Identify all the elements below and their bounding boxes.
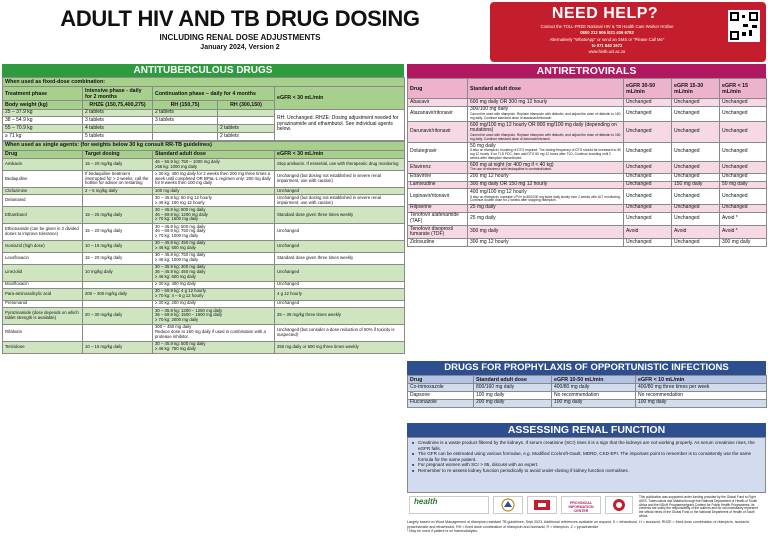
footnote-references: Largely based on Word Management of rifampicin resistant TB guidelines, Sept 2023. Additional references available on request. S = ethambutol, H = isoniazid, RHZE = fixed dose combination of rifampicin, isoniazid, pyrazinamide and ethambutol, RH = fixed dose combination of rifampicin and isoniazid, R = rifampicin, Z = pyrazinamide: [407, 520, 750, 529]
table-row: [3, 171, 405, 188]
dose-text: 600 mg daily OR 300 mg 12 hourly: [470, 98, 548, 105]
drug-cell: Rilpivirine: [408, 204, 468, 212]
egfr-cell: Unchanged: [672, 212, 720, 225]
col-body-weight: Body weight (kg): [3, 101, 83, 109]
fdc-egfr-note: RH: Unchanged. RHZE: Dosing adjustment needed for pyrazinamide and ethambutol. See individual agents below.: [275, 109, 405, 140]
std-cell: 300 – 450 mg daily Reduce dose to 150 mg daily if used in combination with a protease inhibitor.: [153, 324, 275, 341]
egfr-cell: Unchanged: [624, 212, 672, 225]
oi-panel: [407, 361, 766, 408]
table-row: [3, 324, 405, 341]
egfr-cell: Stop amikacin. If essential, use with therapeutic drug monitoring: [275, 159, 405, 171]
health-logo: [409, 496, 489, 514]
drug-cell: Efavirenz: [408, 162, 468, 174]
std-cell: ≥ 30 kg: 400 mg daily for 2 weeks then 200 mg three times a week until completed OR BPaL-L regimen only: 200 mg daily for 8 weeks then 100 mg daily: [153, 171, 275, 188]
dose-cell: [468, 189, 624, 204]
dose-cell: [468, 143, 624, 162]
dose-cell: [468, 99, 624, 107]
dose-text: 50 mg daily: [470, 142, 496, 149]
health-logo-text: health: [414, 497, 438, 506]
arv-panel-title: ANTIRETROVIRALS: [407, 64, 766, 78]
oi-panel-title: DRUGS FOR PROPHYLAXIS OF OPPORTUNISTIC INFECTIONS: [407, 361, 766, 375]
drug-cell: Lopinavir/ritonavir: [408, 189, 468, 204]
egfr-cell: Avoid *: [720, 212, 767, 225]
renal-info: [407, 437, 766, 493]
col-standard-dose: Standard adult dose: [468, 79, 624, 99]
drug-cell: Para-aminosalicylic acid: [3, 288, 83, 300]
dose-cell: 200 mg daily: [474, 399, 552, 407]
egfr-cell: Unchanged (but dosing not established in severe renal impairment, use with caution): [275, 171, 405, 188]
page-subtitle: INCLUDING RENAL DOSE ADJUSTMENTS: [159, 33, 321, 42]
egfr-cell: Unchanged: [720, 143, 767, 162]
dose-cell: [468, 239, 624, 247]
std-cell: 30 – 45.9 kg: 500 mg daily 46 – 69.9 kg: 750 mg daily ≥ 70 kg: 1000 mg daily: [153, 223, 275, 240]
col-egfr-30-50: eGFR 30-50 mL/min: [624, 79, 672, 99]
egfr-cell: Unchanged: [720, 189, 767, 204]
egfr-cell: Unchanged: [672, 204, 720, 212]
table-row: [3, 109, 405, 117]
tb-panel-title: ANTITUBERCULOUS DRUGS: [2, 64, 404, 77]
dose-cell: 100 mg daily: [552, 399, 636, 407]
std-cell: 30 – 45.9 kg: 50 mg 12 hourly ≥ 46 kg: 100 mg 12 hourly: [153, 195, 275, 207]
dose-cell: [468, 122, 624, 143]
dose-cell: No recommendation: [636, 391, 767, 399]
table-row: [408, 212, 767, 225]
pic-logo: PROVINCIAL INFORMATION CENTER: [561, 496, 601, 514]
partner-logo: [527, 496, 557, 514]
table-row: [3, 281, 405, 288]
drug-cell: Atazanavir/ritonavir: [408, 106, 468, 121]
egfr-cell: Unchanged: [672, 162, 720, 174]
target-cell: [83, 300, 153, 307]
dose-cell: 400/80 mg daily: [552, 384, 636, 392]
std-cell: 46 – 55.9 kg: 750 – 1000 mg daily ≥56 kg: 1000 mg daily: [153, 159, 275, 171]
egfr-cell: 250 mg daily or 500 mg three times weekly: [275, 341, 405, 353]
egfr-cell: Unchanged: [720, 173, 767, 181]
help-website-link[interactable]: www.hivtb.uct.ac.za: [588, 49, 626, 55]
egfr-cell: Unchanged: [720, 204, 767, 212]
table-row: [3, 252, 405, 264]
dose-cell: [153, 132, 218, 140]
drug-cell: Dapsone: [408, 391, 474, 399]
drug-cell: Clofazimine: [3, 187, 83, 194]
egfr-cell: 300 mg daily: [720, 239, 767, 247]
target-cell: [83, 281, 153, 288]
dose-text: 600 mg at night (or 400 mg if < 40 kg): [470, 161, 554, 168]
egfr-cell: Unchanged: [624, 162, 672, 174]
drug-cell: Linezolid: [3, 264, 83, 281]
drug-cell: Pyrazinamide (dose depends on which tablet strength is available): [3, 307, 83, 324]
egfr-cell: 150 mg daily: [672, 181, 720, 189]
target-cell: 15 – 20 mg/kg daily: [83, 159, 153, 171]
egfr-cell: Unchanged: [624, 99, 672, 107]
dose-cell: [468, 162, 624, 174]
drug-cell: Moxifloxacin: [3, 281, 83, 288]
target-cell: 20 – 30 mg/kg daily: [83, 307, 153, 324]
egfr-cell: Unchanged: [624, 204, 672, 212]
drug-cell: Ethambutol: [3, 207, 83, 224]
std-cell: 30 – 45.9 kg: 750 mg daily ≥ 46 kg: 1000 mg daily: [153, 252, 275, 264]
egfr-cell: Unchanged: [624, 106, 672, 121]
egfr-cell: Unchanged: [275, 264, 405, 281]
dose-cell: [468, 204, 624, 212]
egfr-cell: Unchanged: [720, 106, 767, 121]
drug-cell: Dolutegravir: [408, 143, 468, 162]
table-row: [408, 225, 767, 238]
egfr-cell: Unchanged: [275, 223, 405, 240]
std-cell: ≥ 30 kg: 400 mg daily: [153, 281, 275, 288]
dose-cell: 2 tablets: [153, 109, 218, 117]
dose-cell: 3 tablets: [153, 117, 218, 125]
dose-cell: [153, 125, 218, 133]
table-row: [408, 106, 767, 121]
col-standard-dose: Standard adult dose: [153, 150, 275, 158]
fdc-section-label: When used as fixed-dose combination:: [3, 78, 405, 87]
dose-cell: [218, 117, 275, 125]
col-egfr: eGFR < 30 mL/min: [275, 150, 405, 158]
dose-cell: 100 mg daily: [636, 399, 767, 407]
drug-cell: Etravirine: [408, 173, 468, 181]
egfr-cell: Unchanged: [672, 189, 720, 204]
dose-text: 200 mg 12 hourly: [470, 173, 509, 180]
funding-statement: This publication was supported under funding provided by the Global Fund to Fight AIDS, Tuberculosis and Malaria through the National Department of Health of South Africa and the NDoH Programme/grant Content for Public Health Programmes. Its contents are solely the responsibility of the authors and do not necessarily represent the official views of the Global Fund or the National Department of Health of South Africa.: [637, 496, 764, 514]
table-row: [408, 143, 767, 162]
col-rh150: RH (150,75): [153, 101, 218, 109]
egfr-cell: 50 mg daily: [720, 181, 767, 189]
table-row: [408, 384, 767, 392]
renal-point: ■ The GFR can be estimated using various formulae, e.g. Modified Cockroft-Gault, MDRD, CKD-EPI. The important point to remember is to consistently use the same formula for the same patient.: [412, 451, 761, 462]
page-date: January 2024, Version 2: [200, 44, 280, 51]
egfr-cell: Unchanged: [624, 181, 672, 189]
col-egfr-10-50: eGFR 10-50 mL/min: [552, 376, 636, 384]
tb-fdc-table: [2, 77, 405, 141]
egfr-cell: Unchanged: [275, 281, 405, 288]
drug-cell: Levofloxacin: [3, 252, 83, 264]
egfr-cell: Unchanged: [624, 122, 672, 143]
table-row: [408, 391, 767, 399]
footnote-asterisk: * May be used if patient is on haemodialysis.: [407, 529, 478, 534]
dose-text: 300/100 mg daily: [470, 106, 509, 113]
std-cell: ≥ 30 kg: 200 mg daily: [153, 300, 275, 307]
dose-text: 300 mg daily: [470, 228, 499, 235]
egfr-cell: Unchanged: [275, 300, 405, 307]
egfr-cell: Unchanged: [624, 189, 672, 204]
drug-cell: Isoniazid (high dose): [3, 240, 83, 252]
egfr-cell: Unchanged (but consider a dose reduction of 50% if toxicity is suspected): [275, 324, 405, 341]
globalfund-logo: [605, 496, 633, 514]
table-row: [408, 99, 767, 107]
target-cell: 10 – 15 mg/kg daily: [83, 240, 153, 252]
col-drug: Drug: [3, 150, 83, 158]
dose-cell: No recommendation: [552, 391, 636, 399]
table-row: [408, 122, 767, 143]
drug-cell: Bedaquiline: [3, 171, 83, 188]
col-rh300: RH (300,150): [218, 101, 275, 109]
drug-cell: Abacavir: [408, 99, 468, 107]
dose-note: Cannot be used with rifampicin. Replace rifampicin with rifabutin, and adjust the dose of rifabutin to 150 mg daily. Continue standard dose of darunavir/ritonavir.: [470, 132, 621, 141]
dose-note: Cannot be used with rifampicin. Replace rifampicin with rifabutin, and adjust the dose of rifabutin to 150 mg daily. Continue standard dose of atazanavir/ritonavir.: [470, 111, 621, 120]
dose-cell: 4 tablets: [83, 125, 153, 133]
dose-cell: 800/160 mg daily: [474, 384, 552, 392]
target-cell: 15 – 25 mg/kg daily: [83, 207, 153, 224]
weight-cell: ≥ 71 kg: [3, 132, 83, 140]
drug-cell: Terizidone: [3, 341, 83, 353]
logos-strip: [407, 494, 766, 518]
target-cell: 10 – 15 mg/kg daily: [83, 341, 153, 353]
help-whatsapp[interactable]: to 071 840 1572: [591, 42, 623, 48]
col-egfr-lt10: eGFR < 10 mL/min: [636, 376, 767, 384]
egfr-cell: Standard dose given three times weekly: [275, 207, 405, 224]
dose-cell: [468, 181, 624, 189]
target-cell: [83, 324, 153, 341]
table-row: [3, 187, 405, 194]
egfr-cell: Unchanged: [624, 173, 672, 181]
dose-cell: [468, 212, 624, 225]
help-title: NEED HELP?: [551, 5, 659, 22]
table-row: [3, 240, 405, 252]
table-row: [3, 159, 405, 171]
egfr-cell: Unchanged: [672, 106, 720, 121]
dose-cell: 400/80 mg three times per week: [636, 384, 767, 392]
col-intensive: Intensive phase - daily for 2 months: [83, 87, 153, 101]
drug-cell: Tenofovir alafenamide (TAF): [408, 212, 468, 225]
help-phone[interactable]: 0800 212 506 /021 406 6782: [580, 30, 634, 36]
table-row: [3, 300, 405, 307]
col-drug: Drug: [408, 79, 468, 99]
egfr-cell: Avoid: [672, 225, 720, 238]
renal-point: ■ Creatinine is a waste product filtered by the kidneys. If serum creatinine (SCr) rises it is a sign that the kidneys are not working properly. As serum creatinine rises, the eGFR falls.: [412, 440, 761, 451]
help-line: Contact the TOLL-FREE National HIV & TB Health Care Worker Hotline: [540, 24, 674, 29]
renal-point: ■ For pregnant women with SCr > 85, discuss with an expert.: [412, 462, 761, 468]
renal-panel-head: [407, 423, 766, 437]
col-standard-dose: Standard adult dose: [474, 376, 552, 384]
egfr-cell: 4 g 12 hourly: [275, 288, 405, 300]
dose-cell: 2 tablets: [218, 125, 275, 133]
dose-note: If also on rifampicin: increase LPV/r to 800/200 mg twice daily slowly over 2 weeks with ALT monitoring. Continue double dose for 2 weeks after stopping rifampicin.: [470, 194, 621, 203]
table-row: [408, 239, 767, 247]
help-text: [494, 24, 720, 55]
weight-cell: 55 – 70.9 kg: [3, 125, 83, 133]
target-cell: [83, 195, 153, 207]
dose-cell: [218, 109, 275, 117]
weight-cell: 25 – 37.9 kg: [3, 109, 83, 117]
dose-text: 400 mg/100 mg 12 hourly: [470, 189, 527, 196]
egfr-cell: 25 – 35 mg/kg three times weekly: [275, 307, 405, 324]
target-cell: 15 – 20 mg/kg daily: [83, 223, 153, 240]
renal-panel-title: ASSESSING RENAL FUNCTION: [407, 423, 766, 437]
dose-cell: 2 tablets: [218, 132, 275, 140]
target-cell: If bedaquiline treatment interrupted for > 2 weeks, call the hotline for advice on restarting: [83, 171, 153, 188]
col-rhze: RHZE (150,75,400,275): [83, 101, 153, 109]
target-cell: 200 – 300 mg/kg daily: [83, 288, 153, 300]
qr-code-icon[interactable]: [728, 10, 760, 42]
drug-cell: Zidovudine: [408, 239, 468, 247]
table-row: [3, 264, 405, 281]
egfr-cell: Unchanged: [720, 99, 767, 107]
std-cell: 30 – 69.9 kg: 4 g 12 hourly ≥ 70 kg: 4 – 6 g 12 hourly: [153, 288, 275, 300]
dose-cell: [468, 173, 624, 181]
dose-text: 25 mg daily: [470, 204, 496, 211]
egfr-cell: Standard dose given three times weekly: [275, 252, 405, 264]
egfr-cell: Unchanged: [720, 122, 767, 143]
col-drug: Drug: [408, 376, 474, 384]
std-cell: 30 – 45.9 kg: 500 mg daily ≥ 46 kg: 750 mg daily: [153, 341, 275, 353]
help-line: Alternatively "WhatsApp" or send an SMS or "Please Call Me": [549, 36, 665, 42]
emblem-logo: [493, 496, 523, 514]
dose-cell: [468, 106, 624, 121]
dose-text: 600 mg/100 mg 12 hourly OR 800 mg/100 mg daily (depending on mutations): [470, 121, 617, 134]
table-row: [408, 173, 767, 181]
drug-cell: Delamanid: [3, 195, 83, 207]
egfr-cell: Unchanged: [672, 143, 720, 162]
footnotes: [407, 520, 766, 534]
dose-text: 25 mg daily: [470, 214, 496, 221]
dose-cell: 5 tablets: [83, 132, 153, 140]
dose-cell: 3 tablets: [83, 117, 153, 125]
egfr-cell: Unchanged: [720, 162, 767, 174]
egfr-cell: Unchanged: [672, 173, 720, 181]
target-cell: 10 mg/kg daily: [83, 264, 153, 281]
drug-cell: Tenofovir disoproxil fumarate (TDF): [408, 225, 468, 238]
table-row: [3, 307, 405, 324]
dose-note: If also on rifampicin: boosting of DTG required. The dosing frequency of DTG should be increased to 50 mg 12 hourly. If on TLD FDC, then add DTG 50 mg 12 hours after TLD. Continue boosting until 2 weeks after rifampicin discontinued.: [470, 148, 621, 160]
drug-cell: Fluconazole: [408, 399, 474, 407]
table-row: [3, 341, 405, 353]
weight-cell: 38 – 54.9 kg: [3, 117, 83, 125]
col-egfr-15-30: eGFR 15-30 mL/min: [672, 79, 720, 99]
target-cell: 15 – 20 mg/kg daily: [83, 252, 153, 264]
dose-cell: 100 mg daily: [474, 391, 552, 399]
std-cell: 30 – 45.9 kg: 800 mg daily 46 – 69.9 kg: 1200 mg daily ≥ 70 kg: 1600 mg daily: [153, 207, 275, 224]
egfr-cell: Unchanged: [672, 99, 720, 107]
egfr-cell: Unchanged: [275, 240, 405, 252]
dose-note: The use of efavirenz with bedaquiline is contraindicated.: [470, 167, 552, 172]
col-continuation: Continuation phase – daily for 4 months: [153, 87, 275, 101]
egfr-cell: Unchanged: [672, 239, 720, 247]
target-cell: 2 – 5 mg/kg daily: [83, 187, 153, 194]
drug-cell: Lamivudine: [408, 181, 468, 189]
std-cell: 30 – 35.9 kg: 1200 – 1250 mg daily 36 – 69.9 kg: 1500 – 1600 mg daily ≥ 70 kg: 2000 mg daily: [153, 307, 275, 324]
drug-cell: Co-trimoxazole: [408, 384, 474, 392]
renal-point: ■ Remember to re-assess kidney function periodically to avoid under-dosing if kidney function normalises.: [412, 468, 761, 474]
drug-cell: Rifabutin: [3, 324, 83, 341]
table-row: [408, 204, 767, 212]
table-row: [3, 288, 405, 300]
table-row: [408, 181, 767, 189]
egfr-cell: Unchanged: [275, 187, 405, 194]
table-row: [3, 207, 405, 224]
single-section-label: When used as single agents: (for weights below 30 kg consult RR-TB guidelines): [3, 141, 405, 150]
dose-text: 300 mg daily OR 150 mg 12 hourly: [470, 181, 548, 188]
col-target-dosing: Target dosing: [83, 150, 153, 158]
dose-text: 300 mg 12 hourly: [470, 238, 509, 245]
egfr-cell: Unchanged (but dosing not established in severe renal impairment, use with caution): [275, 195, 405, 207]
drug-cell: Amikacin: [3, 159, 83, 171]
col-egfr-lt15: eGFR < 15 mL/min: [720, 79, 767, 99]
drug-cell: Darunavir/ritonavir: [408, 122, 468, 143]
egfr-cell: Unchanged: [672, 122, 720, 143]
table-row: [408, 399, 767, 407]
page-title: ADULT HIV AND TB DRUG DOSING: [60, 6, 420, 31]
drug-cell: Pretomanid: [3, 300, 83, 307]
dose-cell: 2 tablets: [83, 109, 153, 117]
table-row: [408, 189, 767, 204]
egfr-cell: Avoid *: [720, 225, 767, 238]
dose-cell: [468, 225, 624, 238]
egfr-cell: Avoid: [624, 225, 672, 238]
std-cell: 30 – 45.9 kg: 450 mg daily ≥ 46 kg: 600 mg daily: [153, 240, 275, 252]
tb-single-table: [2, 141, 405, 354]
col-treatment-phase: Treatment phase: [3, 87, 83, 101]
arv-panel: [407, 64, 766, 247]
arv-table: [407, 78, 767, 247]
oi-table: [407, 375, 767, 408]
table-row: [408, 162, 767, 174]
std-cell: 100 mg daily: [153, 187, 275, 194]
help-box: [490, 2, 766, 62]
tb-panel: [2, 64, 404, 354]
std-cell: 30 – 35.9 kg: 300 mg daily 36 – 45.9 kg: 450 mg daily ≥ 46 kg: 600 mg daily: [153, 264, 275, 281]
egfr-cell: Unchanged: [624, 239, 672, 247]
drug-cell: Ethionamide (can be given in 2 divided doses to improve tolerance): [3, 223, 83, 240]
table-row: [3, 195, 405, 207]
col-egfr: eGFR < 30 mL/min: [275, 87, 405, 109]
egfr-cell: Unchanged: [624, 143, 672, 162]
table-row: [3, 223, 405, 240]
